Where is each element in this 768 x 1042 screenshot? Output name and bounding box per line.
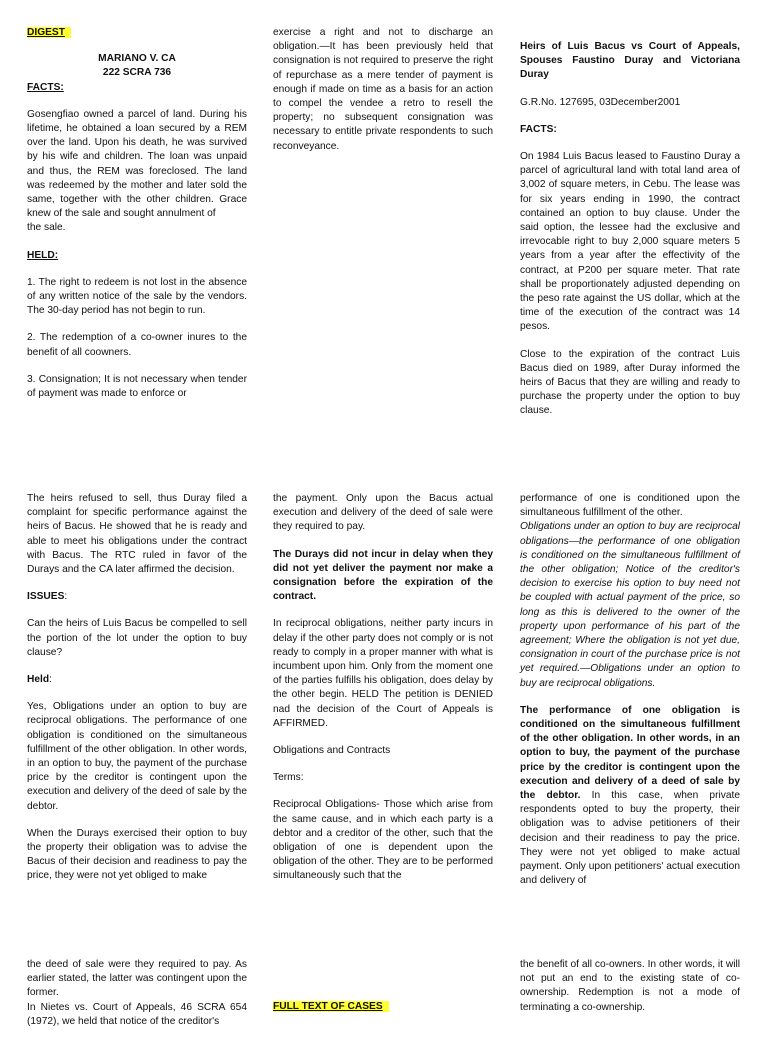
issues-colon: : <box>64 591 68 603</box>
bacus-facts-heading: FACTS: <box>520 123 557 135</box>
reciprocal-definition-paragraph: Reciprocal Obligations- Those which arise from the same cause, and in which each party is a debtor and a creditor of the other, such that the obligation of one is dependent upon the obligation of the other. They are to be performed simultaneously such that the <box>273 799 493 882</box>
facts-paragraph: Gosengfiao owned a parcel of land. During his lifetime, he obtained a loan secured by a REM over the land. Upon his death, he was survived by his wife and children. The loan was unpaid and thus, the REM was foreclosed. The land was redeemed by the mother and later sold the same, together with the other children. Grace knew of the sale and sought annulment of <box>27 108 247 220</box>
consignation-column <box>273 26 493 167</box>
nietes-paragraph: In Nietes vs. Court of Appeals, 46 SCRA 654 (1972), we held that notice of the creditor's <box>27 1001 247 1027</box>
facts-heading: FACTS: <box>27 81 64 93</box>
bacus-case-title: Heirs of Luis Bacus vs Court of Appeals, Spouses Faustino Duray and Victoriana Duray <box>520 41 740 81</box>
facts-tail: the sale. <box>27 222 66 234</box>
durays-exercised-paragraph: When the Durays exercised their option to buy the property their obligation was to advise the Bacus of their decision and readiness to pay the price, they were not yet obliged to make <box>27 827 247 882</box>
held-heading: HELD: <box>27 249 59 261</box>
reciprocal-delay-paragraph: In reciprocal obligations, neither party incurs in delay if the other party does not comply or is not ready to comply in a proper manner with what is incumbent upon him. Only from the moment one of the parties fulfills his obligation, does delay by the other begin. HELD The petition is DENIED nad the decision of the Court of Appeals is AFFIRMED. <box>273 618 493 729</box>
held-point-2: 2. The redemption of a co-owner inures to the benefit of all coowners. <box>27 332 247 358</box>
held-point-3: 3. Consignation; It is not necessary when tender of payment was made to enforce or <box>27 373 247 400</box>
digest-column <box>27 26 247 414</box>
reciprocal-column <box>273 492 493 897</box>
bacus-facts-paragraph-2: Close to the expiration of the contract Luis Bacus died on 1989, after Duray informed the heirs of Bacus that they are willing and ready to purchase the property under the option to buy clause. <box>520 348 740 417</box>
issue-question: Can the heirs of Luis Bacus be compelled to sell the portion of the lot under the option to buy clause? <box>27 618 247 658</box>
case-citation: 222 SCRA 736 <box>102 67 172 79</box>
held-heading-line <box>27 673 247 687</box>
heirs-refused-paragraph: The heirs refused to sell, thus Duray filed a complaint for specific performance against the heirs of Bacus. He showed that he is ready and able to meet his obligations under the contract with Bacus. The RTC ruled in favor of the Durays and the CA later affirmed the decision. <box>27 493 247 576</box>
full-text-label: FULL TEXT OF CASES <box>273 1001 389 1012</box>
option-to-buy-column <box>520 492 740 901</box>
terms-label: Terms: <box>273 772 304 784</box>
payment-paragraph: the payment. Only upon the Bacus actual execution and delivery of the deed of sale were they required to pay. <box>273 493 493 533</box>
gr-number: G.R.No. 127695, 03December2001 <box>520 96 681 108</box>
full-text-column <box>273 1000 493 1014</box>
bacus-case-column <box>520 40 740 432</box>
performance-rest-text: In this case, when private respondents opted to buy the property, their obligation was to advise petitioners of their decision and their readiness to pay the price. They were not yet obliged to make actual payment. Only upon petitioners' actual execution and delivery of <box>520 790 740 887</box>
nietes-column <box>27 958 247 1042</box>
digest-label: DIGEST <box>27 27 71 38</box>
obligations-contracts-label: Obligations and Contracts <box>273 745 391 757</box>
syllabus-italic-paragraph: Obligations under an option to buy are reciprocal obligations—the performance of one obligation is conditioned on the simultaneous fulfillment of the other obligation; Notice of the creditor's decision to exercise his option to buy need not be coupled with actual payment of the price, so long as this is delivered to the owner of the property upon performance of his part of the agreement; Where the obligation is not yet due, consignation in court of the purchase price is not yet required.—Obligations under an option to buy are reciprocal obligations. <box>520 521 740 689</box>
performance-bold-text: The performance of one obligation is conditioned on the simultaneous fulfillment of the other obligation. In other words, in an option to buy, the payment of the purchase price by the creditor is contingent upon the execution and delivery of a deed of sale by the debtor. <box>520 704 740 802</box>
case-title: MARIANO V. CA <box>98 53 176 65</box>
issues-column <box>27 492 247 897</box>
held-colon: : <box>49 674 52 686</box>
issues-heading-line <box>27 590 247 604</box>
held-point-1: 1. The right to redeem is not lost in the absence of any written notice of the sale by the vendors. The 30-day period has not begin to run. <box>27 276 247 317</box>
consignation-paragraph: exercise a right and not to discharge an obligation.—It has been previously held that consignation is not required to preserve the right of repurchase as a mere tender of payment is enough if made on time as a basis for an action to compel the vendee a retro to resell the property; no subsequent consignation was necessary to entitle private respondents to such reconveyance. <box>273 27 493 152</box>
issues-heading: ISSUES <box>27 591 65 603</box>
deed-of-sale-paragraph: the deed of sale were they required to pay. As earlier stated, the latter was contingent upon the former. <box>27 959 247 999</box>
performance-paragraph: performance of one is conditioned upon the simultaneous fulfillment of the other. <box>520 493 740 519</box>
bacus-facts-paragraph-1: On 1984 Luis Bacus leased to Faustino Duray a parcel of agricultural land with total land area of 3,002 of square meters, in Cebu. The lease was for six years ending in 1990, the contract contained an option to buy clause. Under the said option, the lessee had the exclusive and irrevocable right to buy 2,000 square meters 5 years from a year after the effectivity of the contract, at P200 per square meter. That rate shall be proportionately adjusted depending on the peso rate against the US dollar, which at the time of the execution of the contract was 14 pesos. <box>520 151 740 333</box>
co-ownership-column <box>520 958 740 1028</box>
co-ownership-paragraph: the benefit of all co-owners. In other words, it will not put an end to the existing state of co-ownership. Redemption is not a mode of terminating a co-ownership. <box>520 959 740 1013</box>
held-answer-paragraph: Yes, Obligations under an option to buy are reciprocal obligations. The performance of one obligation is conditioned on the simultaneous fulfillment of the other obligation. In other words, in an option to buy, the payment of the purchase price by the creditor is contingent upon the execution and delivery of the deed of sale by the debtor. <box>27 701 247 812</box>
performance-conclusion-paragraph <box>520 704 740 889</box>
held-heading-2: Held <box>27 674 50 686</box>
durays-delay-paragraph: The Durays did not incur in delay when they did not yet deliver the payment nor make a consignation before the expiration of the contract. <box>273 548 493 603</box>
